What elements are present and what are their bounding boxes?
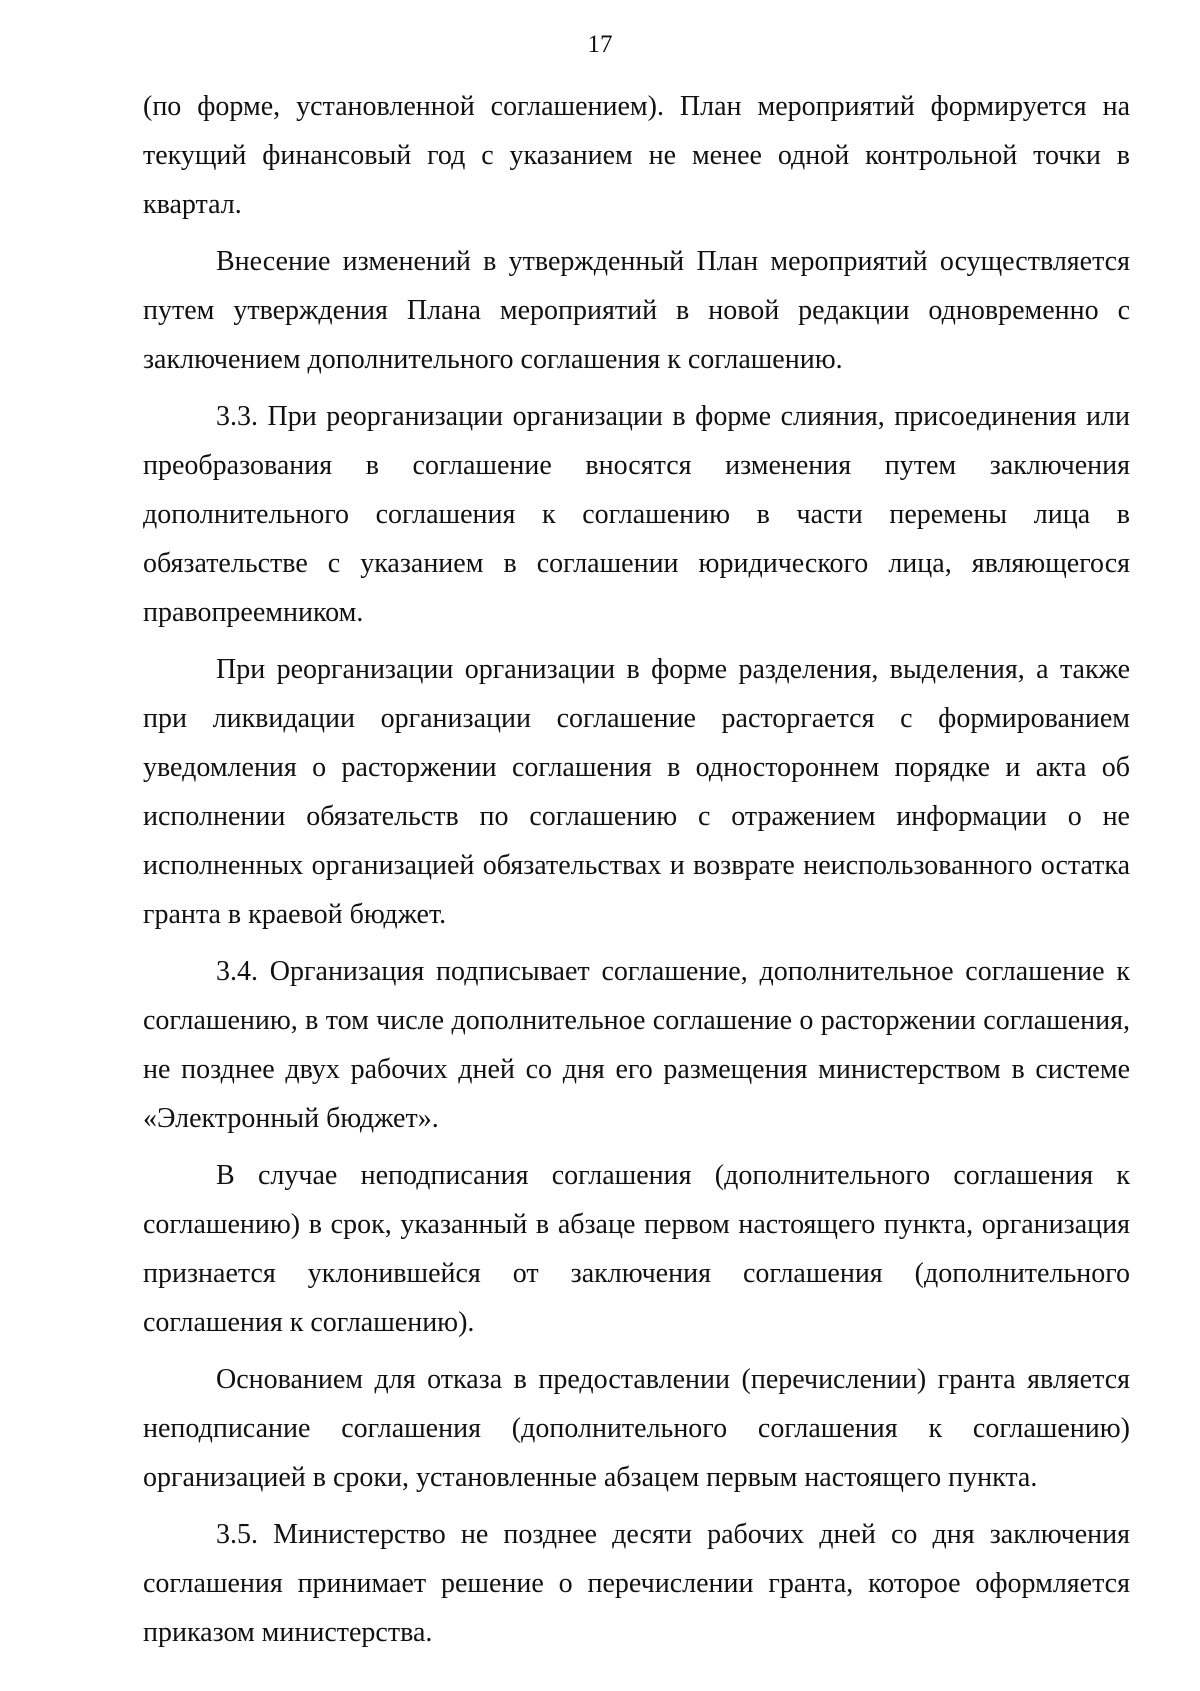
page-number: 17	[587, 31, 613, 58]
paragraph-3-4-non-signing: В случае неподписания соглашения (дополнительного соглашения к соглашению) в срок, указанный в абзаце первом настоящего пункта, организация признается уклонившейся от заключения соглашения (дополнительного соглашения к соглашению).	[143, 1160, 1130, 1338]
paragraph-plan-continuation: (по форме, установленной соглашением). План мероприятий формируется на текущий финансовый год с указанием не менее одной контрольной точки в квартал.	[143, 91, 1130, 220]
paragraph-3-4-refusal-grounds: Основанием для отказа в предоставлении (перечислении) гранта является неподписание соглашения (дополнительного соглашения к соглашению) организацией в сроки, установленные абзацем первым настоящего пункта.	[143, 1364, 1130, 1493]
paragraph-3-4: 3.4. Организация подписывает соглашение, дополнительное соглашение к соглашению, в том числе дополнительное соглашение о расторжении соглашения, не позднее двух рабочих дней со дня его размещения министерством в системе «Электронный бюджет».	[143, 956, 1130, 1134]
paragraph-3-3-division: При реорганизации организации в форме разделения, выделения, а также при ликвидации организации соглашение расторгается с формированием уведомления о расторжении соглашения в одностороннем порядке и акта об исполнении обязательств по соглашению с отражением информации о не исполненных организацией обязательствах и возврате неиспользованного остатка гранта в краевой бюджет.	[143, 654, 1130, 930]
paragraph-3-3: 3.3. При реорганизации организации в форме слияния, присоединения или преобразования в соглашение вносятся изменения путем заключения дополнительного соглашения к соглашению в части перемены лица в обязательстве с указанием в соглашении юридического лица, являющегося правопреемником.	[143, 401, 1130, 628]
document-body	[143, 82, 1130, 1665]
paragraph-3-5: 3.5. Министерство не позднее десяти рабочих дней со дня заключения соглашения принимает решение о перечислении гранта, которое оформляется приказом министерства.	[143, 1519, 1130, 1648]
paragraph-plan-changes: Внесение изменений в утвержденный План мероприятий осуществляется путем утверждения Плана мероприятий в новой редакции одновременно с заключением дополнительного соглашения к соглашению.	[143, 246, 1130, 375]
